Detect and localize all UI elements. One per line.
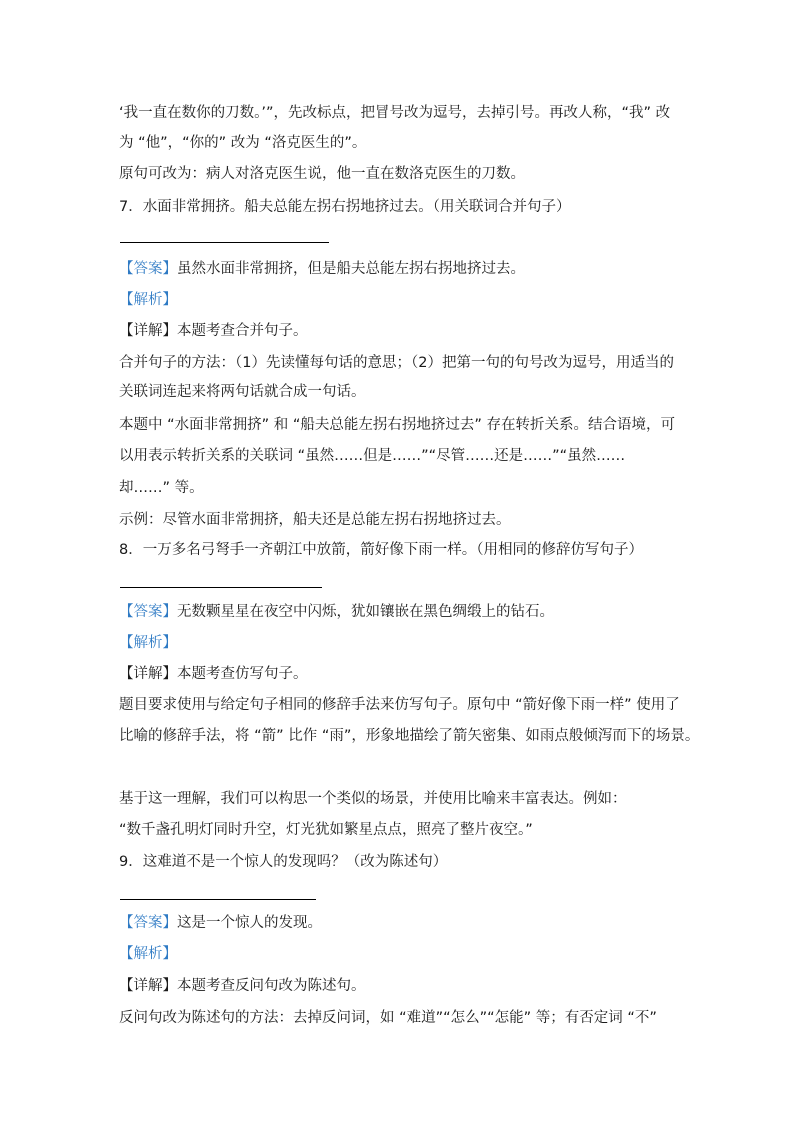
body-7-line-5: 却……” 等。 (119, 480, 204, 496)
detail-text: 本题考查仿写句子。 (177, 666, 308, 682)
prev-answer-line-3: 原句可改为：病人对洛克医生说，他一直在数洛克医生的刀数。 (119, 166, 525, 182)
detail-tag: 【详解】 (119, 323, 177, 339)
body-7-line-6: 示例：尽管水面非常拥挤，船夫还是总能左拐右拐地挤过去。 (119, 512, 511, 528)
detail-text: 本题考查反问句改为陈述句。 (177, 978, 366, 994)
analysis-tag-9: 【解析】 (119, 946, 177, 962)
body-7-line-4: 以用表示转折关系的关联词 “虽然……但是……”“尽管……还是……”“虽然…… (119, 448, 626, 464)
answer-8 (119, 602, 734, 622)
question-7: 7．水面非常拥挤。船夫总能左拐右拐地挤过去。（用关联词合并句子） (119, 199, 571, 215)
answer-tag: 【答案】 (119, 915, 177, 931)
answer-text: 无数颗星星在夜空中闪烁，犹如镶嵌在黑色绸缎上的钻石。 (177, 604, 554, 620)
detail-9 (119, 976, 734, 996)
body-8-line-3: 基于这一理解，我们可以构思一个类似的场景，并使用比喻来丰富表达。例如： (119, 791, 627, 807)
question-8: 8．一万多名弓弩手一齐朝江中放箭，箭好像下雨一样。（用相同的修辞仿写句子） (119, 542, 643, 558)
body-8-line-1: 题目要求使用与给定句子相同的修辞手法来仿写句子。原句中 “箭好像下雨一样” 使用了 (119, 697, 680, 713)
body-8-line-4: “数千盏孔明灯同时升空，灯光犹如繁星点点，照亮了整片夜空。” (119, 822, 533, 838)
answer-blank-9 (120, 899, 316, 900)
detail-8 (119, 664, 734, 684)
detail-text: 本题考查合并句子。 (177, 323, 308, 339)
body-8-line-2: 比喻的修辞手法，将 “箭” 比作 “雨”，形象地描绘了箭矢密集、如雨点般倾泻而下的场景。 (119, 728, 700, 744)
analysis-tag-8: 【解析】 (119, 635, 177, 651)
answer-text: 这是一个惊人的发现。 (177, 915, 322, 931)
body-7-line-2: 关联词连起来将两句话就合成一句话。 (119, 384, 366, 400)
detail-tag: 【详解】 (119, 978, 177, 994)
answer-text: 虽然水面非常拥挤，但是船夫总能左拐右拐地挤过去。 (177, 261, 525, 277)
prev-answer-line-1: ‘我一直在数你的刀数。’”，先改标点，把冒号改为逗号，去掉引号。再改人称，“我” 改 (119, 105, 671, 121)
answer-blank-8 (120, 587, 322, 588)
question-9: 9．这难道不是一个惊人的发现吗？（改为陈述句） (119, 854, 448, 870)
answer-7 (119, 259, 734, 279)
prev-answer-line-2: 为 “他”，“你的” 改为 “洛克医生的”。 (119, 135, 367, 151)
analysis-tag-7: 【解析】 (119, 292, 177, 308)
answer-tag: 【答案】 (119, 604, 177, 620)
answer-tag: 【答案】 (119, 261, 177, 277)
body-9-line-1: 反问句改为陈述句的方法：去掉反问词，如 “难道”“怎么”“怎能” 等；有否定词 “不” (119, 1010, 657, 1026)
body-7-line-3: 本题中 “水面非常拥挤” 和 “船夫总能左拐右拐地挤过去” 存在转折关系。结合语境，可 (119, 417, 675, 433)
answer-9 (119, 913, 734, 933)
answer-blank-7 (120, 242, 329, 243)
detail-7 (119, 321, 734, 341)
detail-tag: 【详解】 (119, 666, 177, 682)
body-7-line-1: 合并句子的方法：（1）先读懂每句话的意思；（2）把第一句的句号改为逗号，用适当的 (119, 355, 674, 371)
